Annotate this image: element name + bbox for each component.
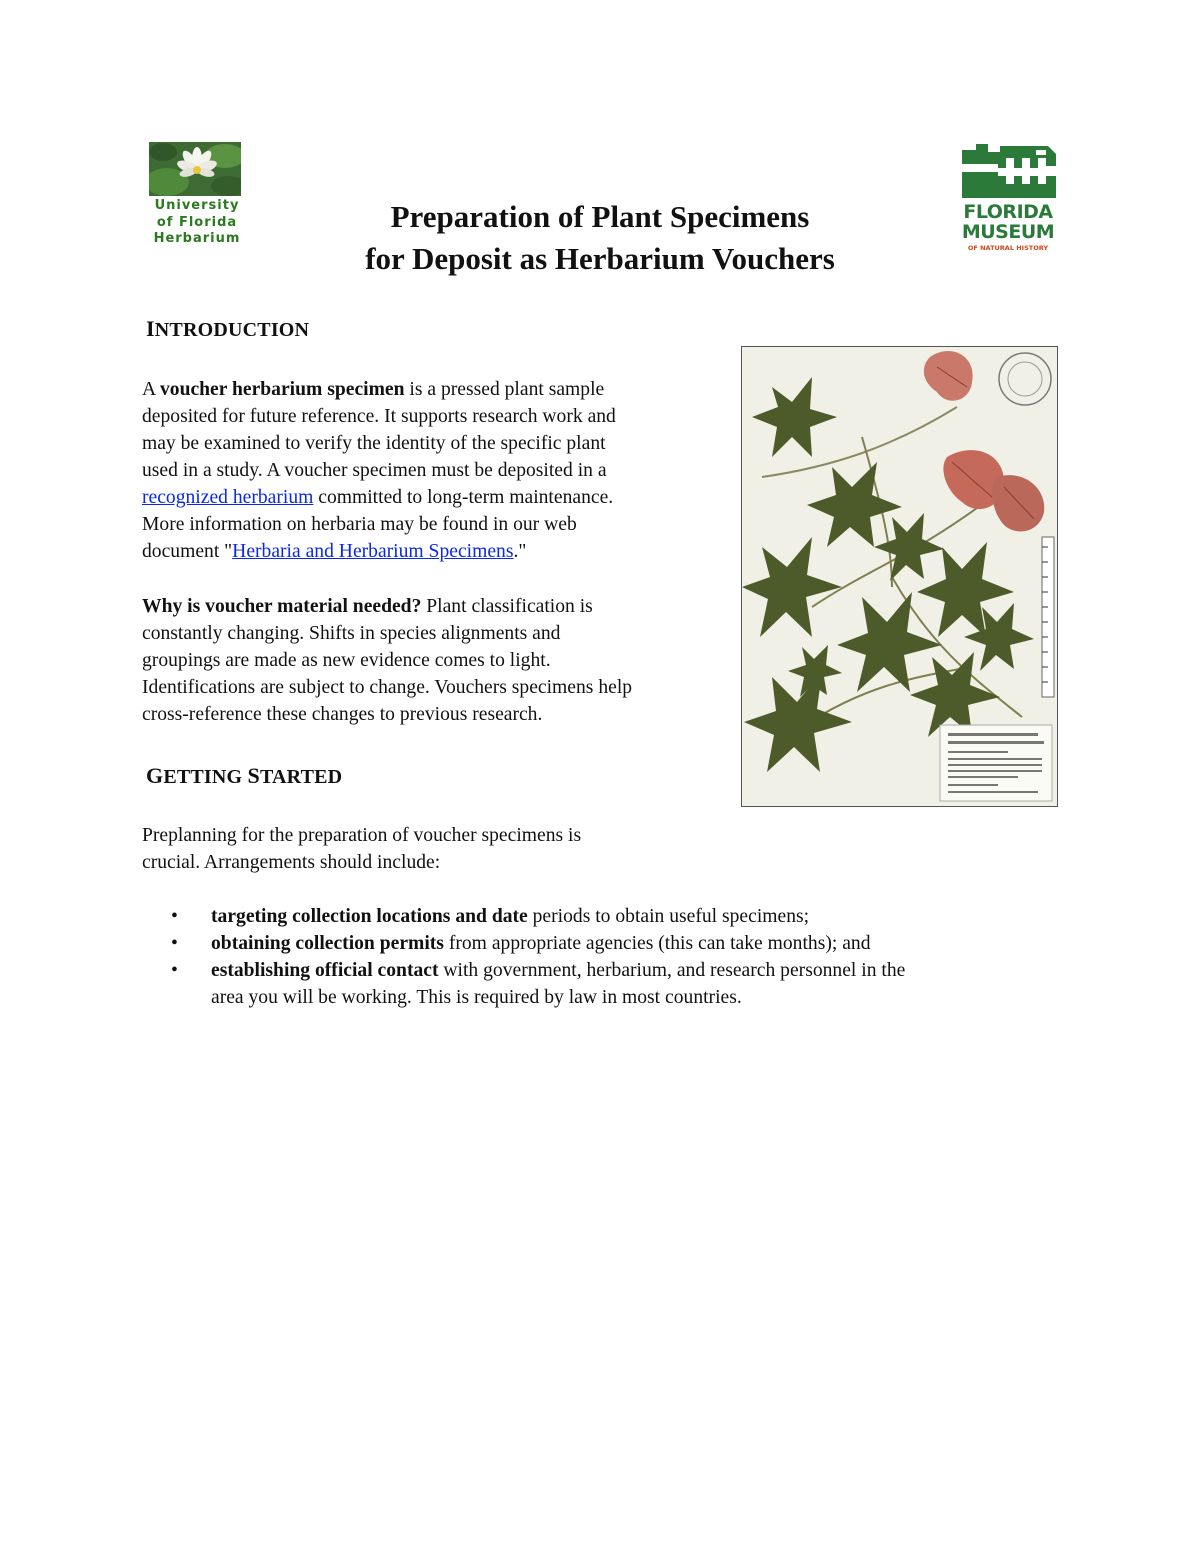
bullet-marker: • — [171, 906, 178, 927]
bold-term: voucher herbarium specimen — [159, 379, 405, 400]
alligator-icon — [958, 142, 1058, 200]
list-item: • targeting collection locations and date periods to obtain useful specimens; — [168, 903, 905, 930]
getting-started-heading: GETTING STARTED — [146, 763, 343, 788]
getting-started-paragraph: Preplanning for the preparation of voucher specimens is crucial. Arrangements should include: — [142, 825, 582, 873]
bullet-marker: • — [171, 960, 178, 981]
title-line: for Deposit as Herbarium Vouchers — [365, 241, 835, 276]
herbaria-document-link[interactable]: Herbaria and Herbarium Specimens — [232, 541, 514, 562]
list-item: • establishing official contact with government, herbarium, and research personnel in the area you will be working. This is required by law in most countries. — [168, 957, 905, 1011]
uf-herbarium-logo — [148, 140, 258, 252]
specimen-sheet-illustration — [742, 347, 1058, 807]
title-line: Preparation of Plant Specimens — [390, 199, 810, 234]
museum-name-line: MUSEUM — [961, 221, 1055, 243]
arrangements-list — [168, 903, 905, 1011]
intro-paragraph-1: A voucher herbarium specimen is a pressed plant sample deposited for future reference. It supports research work and may be examined to verify the identity of the specific plant used in a study. A voucher specimen must be deposited in a recognized herbarium committed to long-term maintenance. More information on herbaria may be found in our web document "Herbaria and Herbarium Specimens." — [142, 379, 616, 562]
logo-line: Herbarium — [153, 231, 241, 246]
florida-museum-logo — [956, 142, 1066, 252]
uf-herbarium-wordmark — [148, 198, 246, 248]
bullet-marker: • — [171, 933, 178, 954]
page-title — [300, 196, 900, 280]
logo-line: University — [154, 198, 240, 213]
introduction-heading: INTRODUCTION — [146, 316, 310, 341]
museum-subtitle: OF NATURAL HISTORY — [967, 244, 1049, 252]
water-lily-photo — [149, 142, 241, 196]
logo-line: of Florida — [156, 214, 238, 230]
list-item: • obtaining collection permits from appropriate agencies (this can take months); and — [168, 930, 905, 957]
herbarium-specimen-image — [741, 346, 1058, 807]
museum-wordmark — [956, 202, 1060, 242]
recognized-herbarium-link[interactable]: recognized herbarium — [142, 487, 314, 508]
museum-name-line: FLORIDA — [963, 201, 1053, 223]
intro-paragraph-2: Why is voucher material needed? Plant classification is constantly changing. Shifts in species alignments and groupings are made as new evidence comes to light. Identifications are subject to change. Vouchers specimens help cross-reference these changes to previous research. — [142, 596, 633, 725]
bold-question: Why is voucher material needed? — [142, 596, 422, 617]
